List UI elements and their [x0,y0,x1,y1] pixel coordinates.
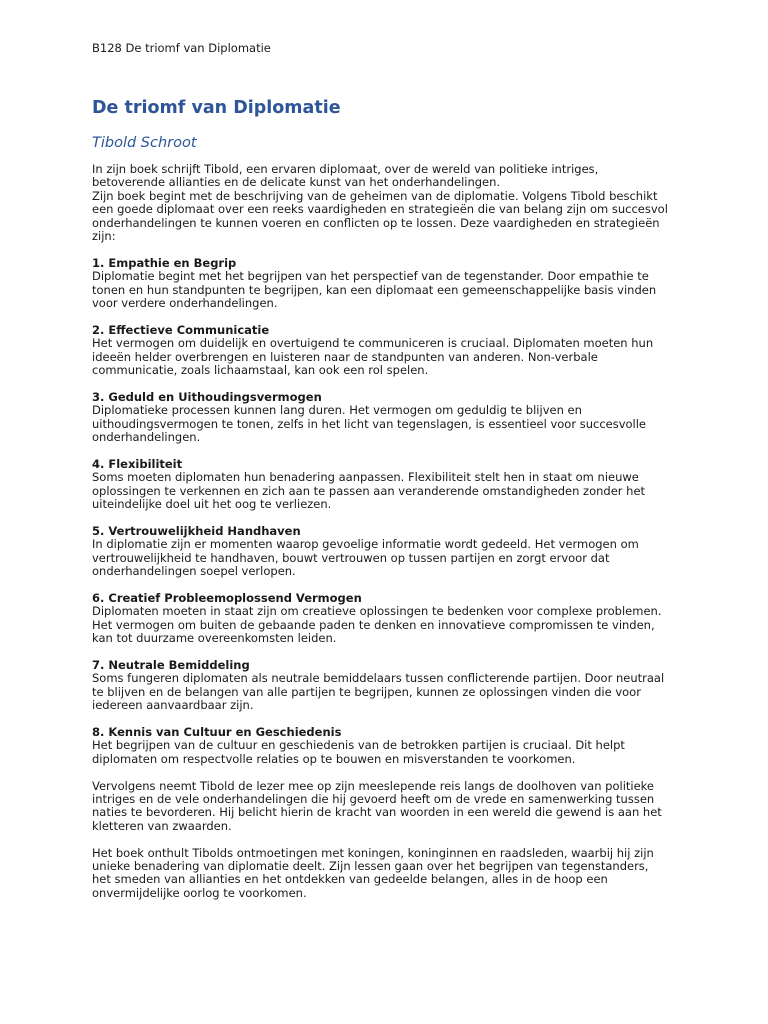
running-header: B128 De triomf van Diplomatie [92,41,271,55]
closing-paragraph: Vervolgens neemt Tibold de lezer mee op zijn meeslepende reis langs de doolhoven van politieke intriges en de vele onderhandelingen die hij gevoerd heeft om de vrede en samenwerking tussen naties te bevorderen. Hij belicht hierin de kracht van woorden in een wereld die gewend is aan het kletteren van zwaarden. [92,778,662,833]
closing-paragraph: Het boek onthult Tibolds ontmoetingen met koningen, koninginnen en raadsleden, waarbij hij zijn unieke benadering van diplomatie deelt. Zijn lessen gaan over het begrijpen van tegenstanders, het smeden van allianties en het ontdekken van gedeelde belangen, alles in de hoop een onvermijdelijke oorlog te voorkomen. [92,845,654,900]
intro-paragraph: In zijn boek schrijft Tibold, een ervaren diplomaat, over de wereld van politieke intriges, betoverende allianties en de delicate kunst van het onderhandelingen. Zijn boek begint met de beschrijving van de geheimen van de diplomatie. Volgens Tibold beschikt een goede diplomaat over een reeks vaardigheden en strategieën die van belang zijn om succesvol onderhandelingen te kunnen voeren en conflicten op te lossen. Deze vaardigheden en strategieën zijn: [92,162,668,244]
section-heading: 4. Flexibiliteit [92,456,183,471]
section-body: Het vermogen om duidelijk en overtuigend te communiceren is cruciaal. Diplomaten moeten hun ideeën helder overbrengen en luisteren naar de standpunten van anderen. Non-verbale communicatie, zoals lichaamstaal, kan ook een rol spelen. [92,336,654,378]
section-heading: 8. Kennis van Cultuur en Geschiedenis [92,724,342,739]
section-body: Soms moeten diplomaten hun benadering aanpassen. Flexibiliteit stelt hen in staat om nieuwe oplossingen te verkennen en zich aan te passen aan veranderende omstandigheden zonder het uiteindelijke doel uit het oog te verliezen. [92,470,646,512]
section-heading: 6. Creatief Probleemoplossend Vermogen [92,590,362,605]
section-body: Diplomaten moeten in staat zijn om creatieve oplossingen te bedenken voor complexe problemen. Het vermogen om buiten de gebaande paden te denken en innovatieve compromissen te vinden, kan tot duurzame overeenkomsten leiden. [92,604,662,646]
section-heading: 2. Effectieve Communicatie [92,322,270,337]
section-confidentiality [92,525,708,579]
section-heading: 5. Vertrouwelijkheid Handhaven [92,523,301,538]
section-heading: 3. Geduld en Uithoudingsvermogen [92,389,322,404]
section-body: Diplomatieke processen kunnen lang duren. Het vermogen om geduldig te blijven en uithoudingsvermogen te tonen, zelfs in het licht van tegenslagen, is essentieel voor succesvolle onderhandelingen. [92,403,647,445]
document-title: De triomf van Diplomatie [92,98,341,118]
section-body: In diplomatie zijn er momenten waarop gevoelige informatie wordt gedeeld. Het vermogen om vertrouwelijkheid te handhaven, bouwt vertrouwen op tussen partijen en zorgt ervoor dat onderhandelingen soepel verlopen. [92,537,639,579]
section-heading: 7. Neutrale Bemiddeling [92,657,250,672]
section-flexibility [92,458,708,512]
section-body: Soms fungeren diplomaten als neutrale bemiddelaars tussen conflicterende partijen. Door neutraal te blijven en de belangen van alle partijen te begrijpen, kunnen ze oplossingen vinden die voor iedereen aanvaardbaar zijn. [92,671,665,713]
section-patience [92,391,708,445]
section-creative-problem-solving [92,592,708,646]
section-body: Het begrijpen van de cultuur en geschiedenis van de betrokken partijen is cruciaal. Dit helpt diplomaten om respectvolle relaties op te bouwen en misverstanden te voorkomen. [92,738,625,766]
section-culture-history [92,726,708,766]
section-empathy [92,257,708,311]
author-name: Tibold Schroot [92,135,197,151]
section-body: Diplomatie begint met het begrijpen van het perspectief van de tegenstander. Door empathie te tonen en hun standpunten te begrijpen, kan een diplomaat een gemeenschappelijke basis vinden voor verdere onderhandelingen. [92,269,657,311]
section-communication [92,324,708,378]
section-neutral-mediation [92,659,708,713]
section-heading: 1. Empathie en Begrip [92,255,237,270]
